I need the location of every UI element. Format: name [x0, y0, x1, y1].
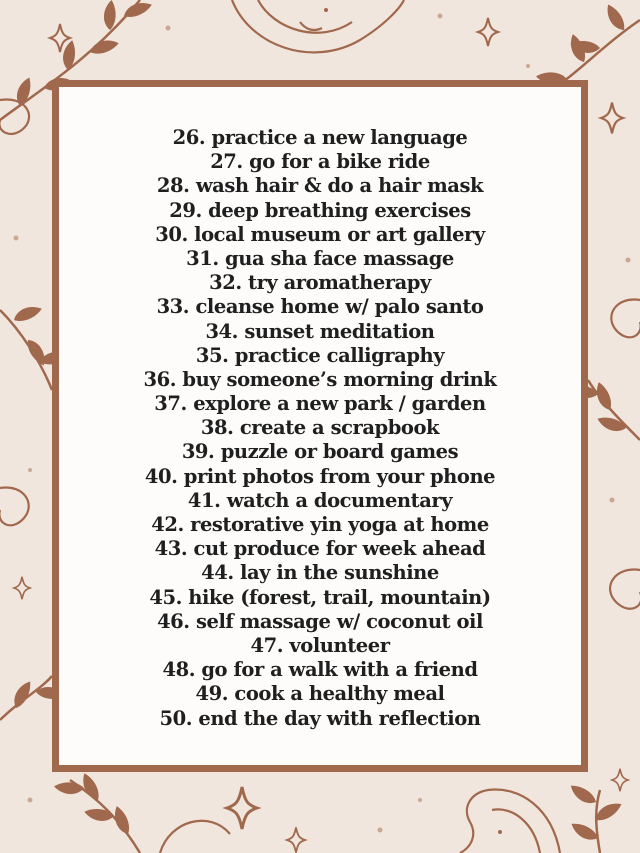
activity-list [59, 126, 581, 731]
list-item: 39. puzzle or board games [181, 440, 459, 464]
moon-face-icon [460, 790, 560, 853]
list-item: 33. cleanse home w/ palo santo [156, 295, 484, 319]
list-item: 30. local museum or art gallery [155, 222, 485, 246]
list-item: 26. practice a new language [172, 126, 468, 149]
leafy-branch-icon [567, 781, 624, 853]
leafy-branch-icon [535, 2, 640, 85]
list-item: 37. explore a new park / garden [154, 392, 486, 416]
list-item: 43. cut produce for week ahead [154, 537, 486, 561]
list-item: 40. print photos from your phone [144, 464, 496, 488]
list-item: 31. gua sha face massage [186, 246, 454, 270]
list-item: 32. try aromatherapy [209, 271, 431, 295]
list-item: 34. sunset meditation [205, 319, 435, 343]
list-item: 45. hike (forest, trail, mountain) [149, 585, 491, 609]
list-item: 35. practice calligraphy [195, 343, 445, 367]
list-item: 36. buy someone’s morning drink [143, 367, 497, 391]
list-item: 42. restorative yin yoga at home [151, 513, 489, 536]
list-item: 49. cook a healthy meal [195, 682, 445, 706]
list-item: 38. create a scrapbook [200, 416, 440, 440]
list-item: 46. self massage w/ coconut oil [157, 609, 483, 633]
list-item: 41. watch a documentary [187, 488, 453, 512]
list-item: 28. wash hair & do a hair mask [156, 174, 484, 198]
moon-face-icon [232, 0, 404, 52]
list-item: 48. go for a walk with a friend [162, 658, 478, 682]
list-item: 27. go for a bike ride [210, 150, 430, 174]
list-item: 29. deep breathing exercises [169, 198, 471, 222]
list-item: 47. volunteer [250, 633, 390, 657]
leafy-branch-icon [53, 771, 140, 853]
list-item: 50. end the day with reflection [159, 706, 481, 730]
list-card [52, 80, 588, 772]
list-item: 44. lay in the sunshine [201, 561, 439, 585]
